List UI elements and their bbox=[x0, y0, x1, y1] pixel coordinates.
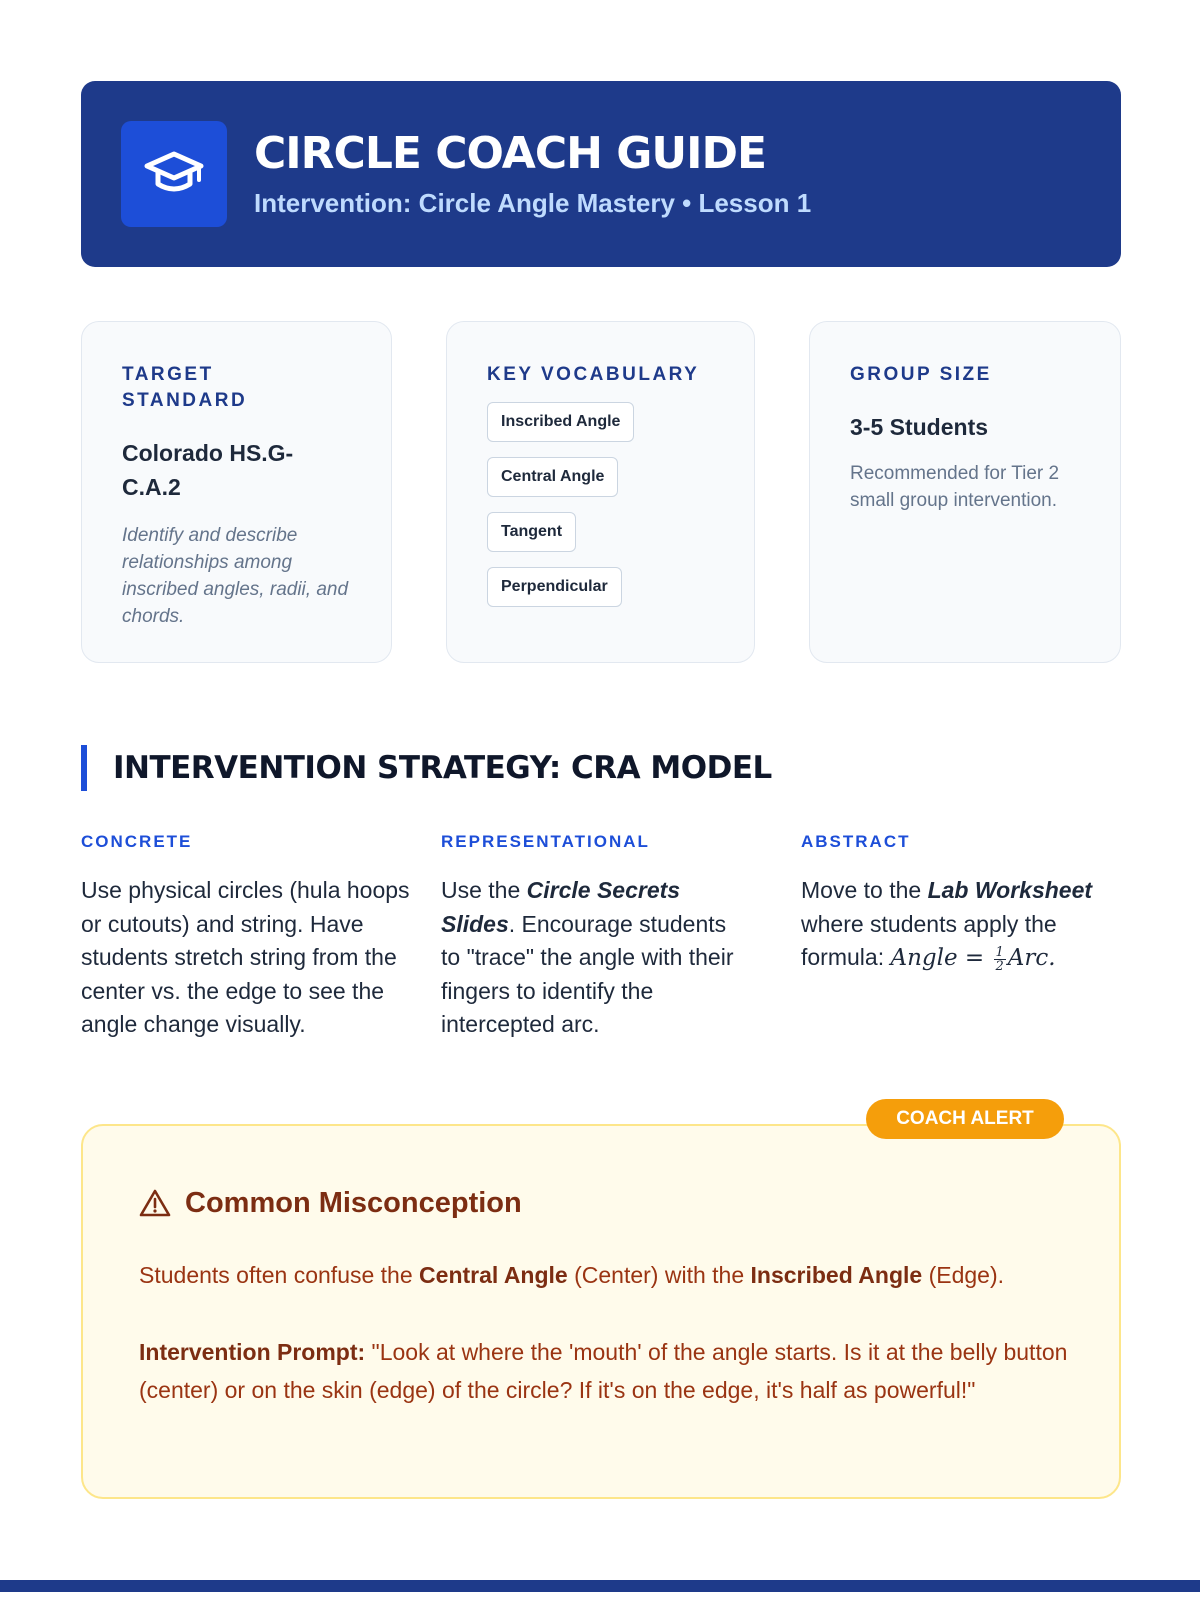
vocab-chip: Central Angle bbox=[487, 457, 618, 497]
key-vocabulary-card bbox=[446, 321, 755, 663]
vocab-chip: Perpendicular bbox=[487, 567, 622, 607]
abstract-label: ABSTRACT bbox=[801, 832, 911, 851]
coach-alert-badge: COACH ALERT bbox=[866, 1099, 1064, 1139]
group-size-card bbox=[809, 321, 1121, 663]
page-subtitle: Intervention: Circle Angle Mastery • Lesson 1 bbox=[254, 188, 812, 218]
footer-bar bbox=[0, 1580, 1200, 1592]
formula: Angle = $\frac{1}{2}$ Arc. bbox=[890, 944, 1056, 974]
card-label: GROUP SIZE bbox=[850, 364, 992, 385]
concrete-column bbox=[81, 830, 411, 1042]
vocab-chip: Inscribed Angle bbox=[487, 402, 634, 442]
alert-title-text: Common Misconception bbox=[185, 1187, 522, 1219]
standard-code: Colorado HS.G-C.A.2 bbox=[122, 440, 294, 500]
target-standard-card bbox=[81, 321, 392, 663]
group-size-note: Recommended for Tier 2 small group intervention. bbox=[850, 463, 1060, 511]
section-accent-bar bbox=[81, 745, 87, 791]
standard-description: Identify and describe relationships among inscribed angles, radii, and chords. bbox=[122, 525, 349, 627]
concrete-text: Use physical circles (hula hoops or cutouts) and string. Have students stretch string from the center vs. the edge to see the angle change visually. bbox=[81, 877, 410, 1037]
alert-body bbox=[139, 1256, 1079, 1409]
formula-fraction: $\frac{1}{2}$ bbox=[995, 944, 1004, 974]
section-title: INTERVENTION STRATEGY: CRA MODEL bbox=[113, 750, 772, 786]
vocabulary-list bbox=[487, 402, 714, 622]
alert-title bbox=[139, 1183, 522, 1223]
intervention-prompt: Intervention Prompt: "Look at where the 'mouth' of the angle starts. Is it at the belly button (center) or on the skin (edge) of the circle? If it's on the edge, it's half as powerful!" bbox=[139, 1339, 1068, 1403]
abstract-column bbox=[801, 830, 1121, 976]
slides-reference: Circle Secrets Slides bbox=[441, 877, 681, 937]
concrete-label: CONCRETE bbox=[81, 832, 193, 851]
abstract-text: Move to the Lab Worksheet where students apply the formula: Angle = $\frac{1}{2}$ Arc. bbox=[801, 877, 1093, 974]
representational-text: Use the Circle Secrets Slides. Encourage students to "trace" the angle with their fingers to identify the intercepted arc. bbox=[441, 877, 734, 1037]
card-label: KEY VOCABULARY bbox=[487, 364, 700, 385]
representational-column bbox=[441, 830, 751, 1042]
warning-triangle-icon bbox=[139, 1188, 171, 1218]
coach-alert-box bbox=[81, 1124, 1121, 1499]
representational-label: REPRESENTATIONAL bbox=[441, 832, 650, 851]
misconception-text: Students often confuse the Central Angle (Center) with the Inscribed Angle (Edge). bbox=[139, 1262, 1005, 1288]
graduation-cap-icon bbox=[121, 121, 227, 227]
card-label: TARGET STANDARD bbox=[122, 364, 248, 411]
worksheet-reference: Lab Worksheet bbox=[927, 877, 1093, 903]
page-title: CIRCLE COACH GUIDE bbox=[254, 128, 767, 179]
vocab-chip: Tangent bbox=[487, 512, 576, 552]
group-size-value: 3-5 Students bbox=[850, 414, 989, 440]
header-banner bbox=[81, 81, 1121, 267]
